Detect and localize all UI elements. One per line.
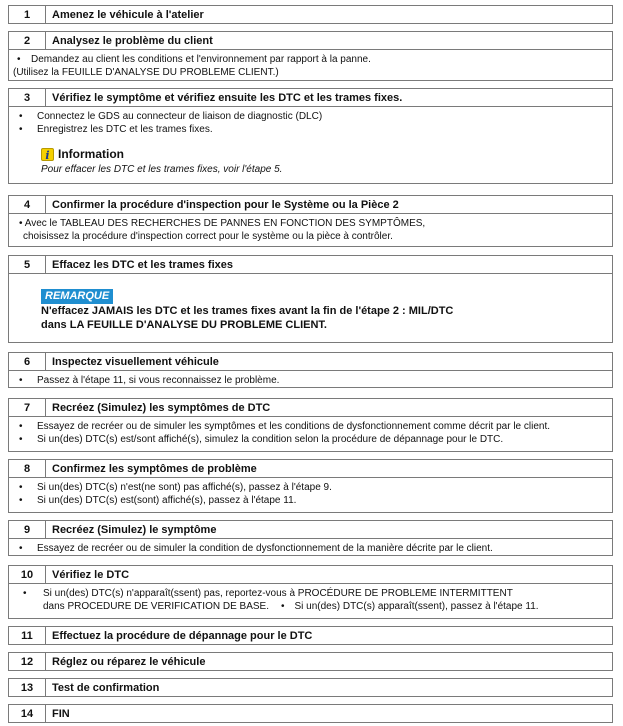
bullet-icon: • xyxy=(19,495,23,506)
step-title: Vérifiez le symptôme et vérifiez ensuite les DTC et les trames fixes. xyxy=(52,91,403,104)
info-icon: i xyxy=(41,148,54,161)
continuation-line: choisissez la procédure d'inspection correct pour le système ou la pièce à contrôler. xyxy=(23,231,393,242)
step-title: FIN xyxy=(52,707,70,720)
step-10 xyxy=(8,565,613,619)
step-13 xyxy=(8,678,613,697)
warning-text: dans LA FEUILLE D'ANALYSE DU PROBLEME CLIENT. xyxy=(41,319,327,331)
bullet-icon: • xyxy=(23,588,27,599)
bullet-item: • Si un(des) DTC(s) n'est(ne sont) pas affiché(s), passez à l'étape 9. xyxy=(19,482,332,493)
step-3 xyxy=(8,88,613,184)
bullet-item: • Demandez au client les conditions et l'environnement par rapport à la panne. xyxy=(13,53,606,66)
step-number: 13 xyxy=(9,679,46,696)
bullet-item: • Connectez le GDS au connecteur de liaison de diagnostic (DLC) xyxy=(19,111,323,122)
step-title: Effectuez la procédure de dépannage pour le DTC xyxy=(52,629,313,642)
step-title: Recréez (Simulez) le symptôme xyxy=(52,523,217,536)
step-title: Confirmez les symptômes de problème xyxy=(52,462,257,475)
bullet-item: • Si un(des) DTC(s) n'apparaît(ssent) pas, reportez-vous à PROCÉDURE DE PROBLEME INTERMITTENT xyxy=(17,587,606,600)
step-title: Réglez ou réparez le véhicule xyxy=(52,655,206,668)
step-number: 7 xyxy=(9,399,46,416)
bullet-icon: • xyxy=(17,54,21,65)
step-number: 11 xyxy=(9,627,46,644)
bullet-icon: • xyxy=(19,375,23,386)
remarque-badge: REMARQUE xyxy=(41,289,113,304)
step-title: Effacez les DTC et les trames fixes xyxy=(52,258,233,271)
step-number: 10 xyxy=(9,566,46,583)
bullet-item: • Si un(des) DTC(s) est(sont) affiché(s), passez à l'étape 11. xyxy=(19,495,297,506)
information-heading: i Information xyxy=(41,148,606,161)
step-12 xyxy=(8,652,613,671)
bullet-icon: • xyxy=(280,601,285,612)
bullet-icon: • xyxy=(19,111,23,122)
note-line: (Utilisez la FEUILLE D'ANALYSE DU PROBLEME CLIENT.) xyxy=(13,67,279,78)
step-title: Inspectez visuellement véhicule xyxy=(52,355,219,368)
step-14 xyxy=(8,704,613,723)
step-title: Recréez (Simulez) les symptômes de DTC xyxy=(52,401,271,414)
bullet-icon: • xyxy=(19,421,23,432)
step-title: Analysez le problème du client xyxy=(52,34,213,47)
warning-text: N'effacez JAMAIS les DTC et les trames fixes avant la fin de l'étape 2 : MIL/DTC xyxy=(41,305,454,317)
bullet-icon: • xyxy=(19,543,23,554)
bullet-item: • Essayez de recréer ou de simuler les symptômes et les conditions de dysfonctionnement comme décrit par le client. xyxy=(19,421,551,432)
step-title: Test de confirmation xyxy=(52,681,160,694)
step-title: Confirmer la procédure d'inspection pour le Système ou la Pièce 2 xyxy=(52,198,399,211)
step-number: 9 xyxy=(9,521,46,538)
bullet-item: • Passez à l'étape 11, si vous reconnaissez le problème. xyxy=(19,375,280,386)
bullet-icon: • xyxy=(19,124,23,135)
step-number: 5 xyxy=(9,256,46,273)
step-7 xyxy=(8,398,613,452)
step-8 xyxy=(8,459,613,513)
bullet-icon: • xyxy=(19,434,23,445)
bullet-item: • Enregistrez les DTC et les trames fixes. xyxy=(19,124,213,135)
step-6 xyxy=(8,352,613,388)
step-number: 6 xyxy=(9,353,46,370)
step-number: 14 xyxy=(9,705,46,722)
step-number: 3 xyxy=(9,89,46,106)
step-2 xyxy=(8,31,613,81)
step-11 xyxy=(8,626,613,645)
step-9 xyxy=(8,520,613,556)
bullet-item: • Avec le TABLEAU DES RECHERCHES DE PANNES EN FONCTION DES SYMPTÔMES, xyxy=(19,218,426,229)
step-number: 1 xyxy=(9,6,46,23)
step-5 xyxy=(8,255,613,343)
information-text: Pour effacer les DTC et les trames fixes, voir l'étape 5. xyxy=(41,164,283,175)
bullet-item: dans PROCEDURE DE VERIFICATION DE BASE. • Si un(des) DTC(s) apparaît(ssent), passez à l'étape 11. xyxy=(43,601,539,612)
step-1 xyxy=(8,5,613,24)
step-number: 12 xyxy=(9,653,46,670)
step-title: Vérifiez le DTC xyxy=(52,568,130,581)
step-number: 4 xyxy=(9,196,46,213)
bullet-item: • Essayez de recréer ou de simuler la condition de dysfonctionnement de la manière décrite par le client. xyxy=(19,543,493,554)
step-title: Amenez le véhicule à l'atelier xyxy=(52,8,204,21)
step-number: 8 xyxy=(9,460,46,477)
bullet-icon: • xyxy=(19,482,23,493)
step-4 xyxy=(8,195,613,247)
step-number: 2 xyxy=(9,32,46,49)
bullet-item: • Si un(des) DTC(s) est/sont affiché(s), simulez la condition selon la procédure de dépannage pour le DTC. xyxy=(19,434,504,445)
